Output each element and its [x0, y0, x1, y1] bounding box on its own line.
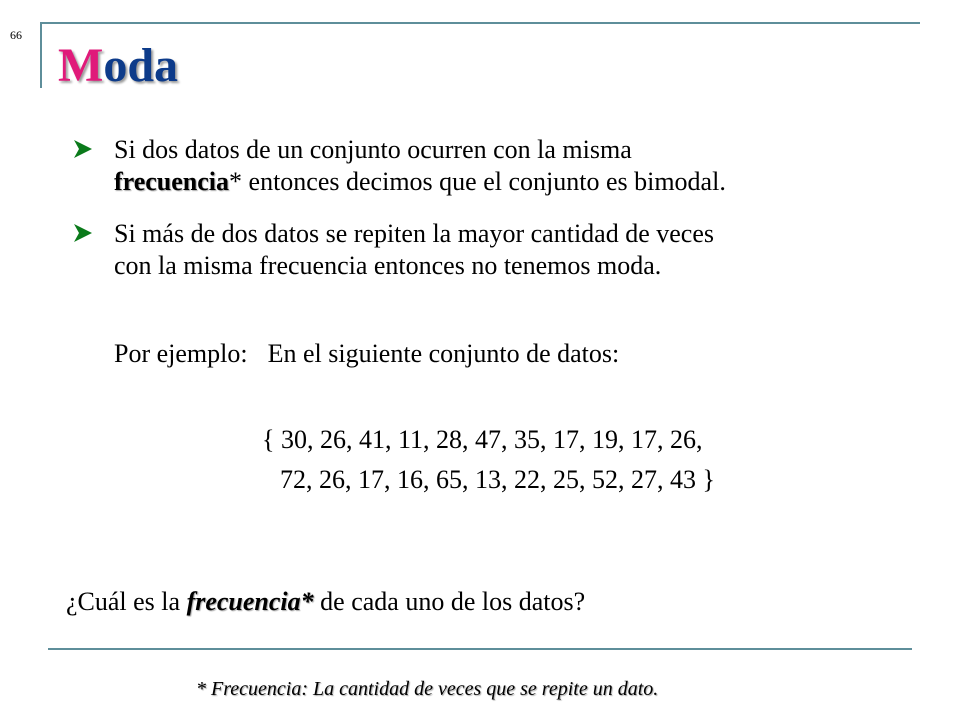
- bullet-no-mode-line1: Si más de dos datos se repiten la mayor cantidad de veces: [114, 219, 714, 248]
- example-label: Por ejemplo:: [114, 339, 248, 368]
- example-text: En el siguiente conjunto de datos:: [267, 339, 620, 368]
- example-line: [114, 338, 619, 370]
- bullet-no-mode-text: [114, 218, 892, 282]
- footer-divider: [48, 648, 912, 650]
- bullet-no-mode-line2: con la misma frecuencia entonces no tenemos moda.: [114, 251, 662, 280]
- page-title: [58, 38, 178, 94]
- bullet-bimodal: [72, 134, 892, 198]
- bullet-bimodal-line2: * entonces decimos que el conjunto es bimodal.: [229, 167, 726, 196]
- dataset-line-1: { 30, 26, 41, 11, 28, 47, 35, 17, 19, 17, 26,: [262, 425, 703, 454]
- arrowhead-bullet-icon: [72, 138, 94, 160]
- frame-top-line: [40, 22, 920, 24]
- title-first-letter: M: [58, 39, 104, 92]
- question-emphasis: frecuencia*: [186, 587, 314, 616]
- bullet-bimodal-bold: frecuencia: [114, 167, 230, 196]
- bullet-bimodal-text: [114, 134, 892, 198]
- slide-number: 66: [10, 28, 22, 42]
- dataset-line-2: 72, 26, 17, 16, 65, 13, 22, 25, 52, 27, 43 }: [280, 465, 715, 494]
- arrowhead-bullet-icon: [72, 222, 94, 244]
- title-rest: oda: [103, 39, 179, 92]
- footnote: * Frecuencia: La cantidad de veces que se repite un dato.: [196, 678, 659, 700]
- bullet-no-mode: [72, 218, 892, 282]
- frame-vertical-line: [40, 22, 42, 88]
- question: [66, 586, 585, 618]
- bullet-bimodal-line1: Si dos datos de un conjunto ocurren con la misma: [114, 135, 632, 164]
- question-before: ¿Cuál es la: [66, 587, 187, 616]
- question-after: de cada uno de los datos?: [313, 587, 586, 616]
